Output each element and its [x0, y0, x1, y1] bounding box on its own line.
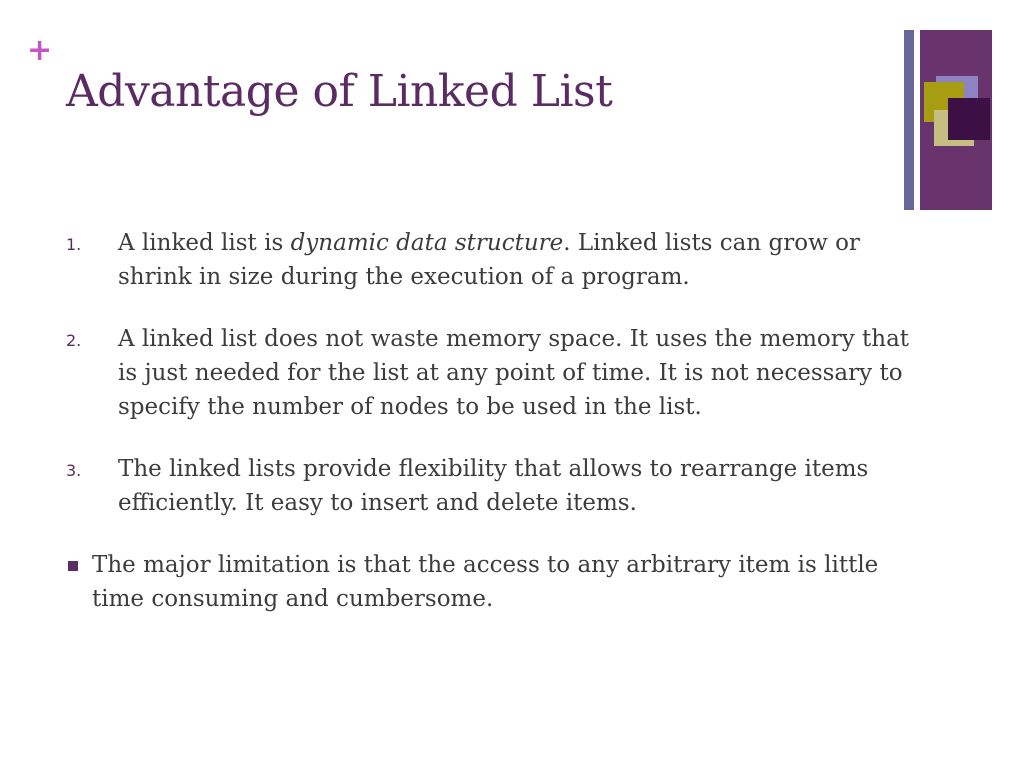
list-item: [66, 226, 926, 294]
list-item: [66, 452, 926, 520]
list-item-text: The linked lists provide flexibility that allows to rearrange items efficiently. It easy to insert and delete items.: [118, 456, 869, 516]
limitation-text: The major limitation is that the access to any arbitrary item is little time consuming and cumbersome.: [92, 552, 879, 612]
decor-square-plum: [948, 98, 990, 140]
limitation-bullet: [66, 548, 926, 616]
list-item-number: 1.: [66, 235, 82, 254]
slide-title: Advantage of Linked List: [66, 66, 613, 117]
square-bullet-icon: [68, 561, 78, 571]
decor-thin-bar: [904, 30, 914, 210]
emphasized-term: dynamic data structure: [290, 230, 564, 256]
list-item-text: A linked list does not waste memory space. It uses the memory that is just needed for the list at any point of time. It is not necessary to specify the number of nodes to be used in the list.: [118, 326, 910, 420]
plus-icon: +: [27, 33, 53, 68]
list-item: [66, 322, 926, 424]
list-item-number: 2.: [66, 331, 82, 350]
slide-body: [66, 226, 926, 616]
list-item-text: A linked list is dynamic data structure. Linked lists can grow or shrink in size during the execution of a program.: [118, 230, 860, 290]
decorative-squares-graphic: [900, 30, 994, 212]
advantages-list: [66, 226, 926, 520]
list-item-number: 3.: [66, 461, 82, 480]
